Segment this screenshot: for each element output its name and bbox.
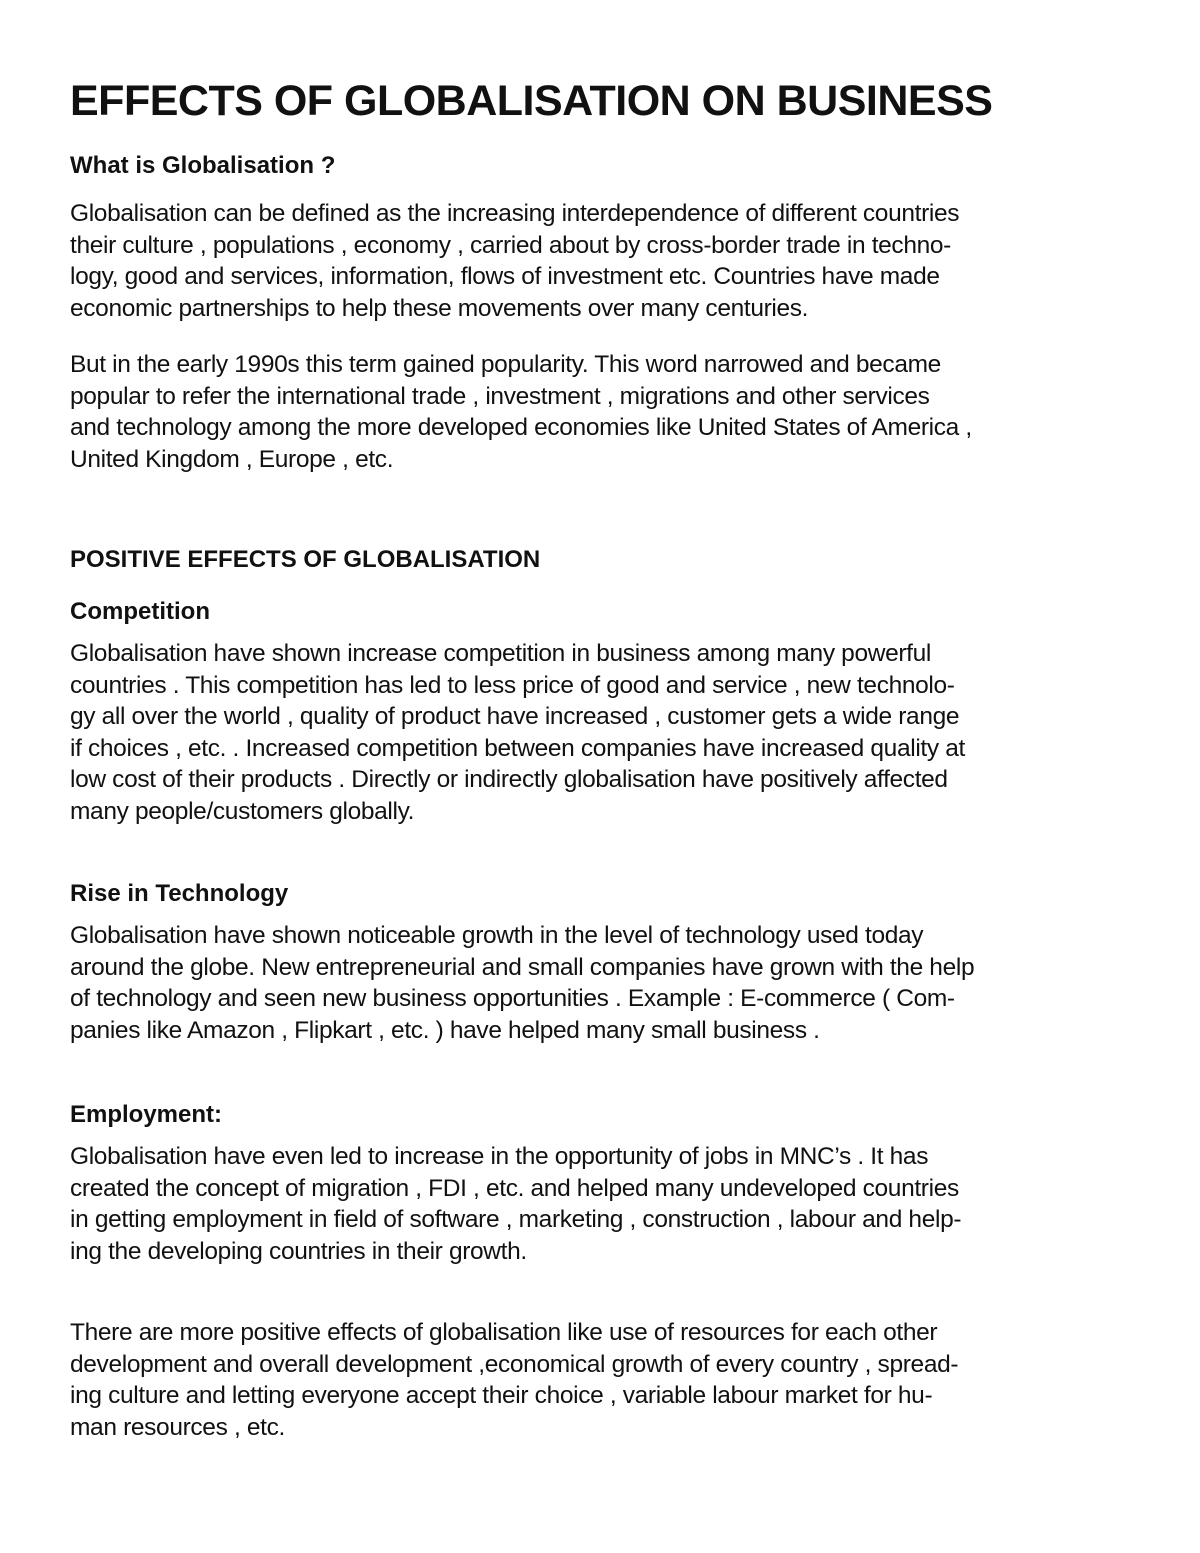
text-line: of technology and seen new business opportunities . Example : E-commerce ( Com-: [70, 985, 955, 1012]
intro-paragraph-1: [70, 198, 1132, 324]
text-line: ing culture and letting everyone accept their choice , variable labour market for hu-: [70, 1382, 933, 1409]
technology-paragraph: [70, 920, 1132, 1046]
text-line: ing the developing countries in their growth.: [70, 1237, 527, 1265]
text-line: There are more positive effects of globalisation like use of resources for each other: [70, 1319, 938, 1346]
competition-heading: Competition: [70, 598, 210, 625]
closing-paragraph: [70, 1317, 1132, 1443]
text-line: their culture , populations , economy , carried about by cross-border trade in techno-: [70, 231, 951, 259]
text-line: many people/customers globally.: [70, 797, 415, 825]
text-line: panies like Amazon , Flipkart , etc. ) have helped many small business .: [70, 1016, 820, 1044]
text-line: United Kingdom , Europe , etc.: [70, 445, 394, 473]
employment-paragraph: [70, 1141, 1132, 1267]
positive-effects-heading: POSITIVE EFFECTS OF GLOBALISATION: [70, 546, 541, 573]
text-line: Globalisation have shown noticeable growth in the level of technology used today: [70, 922, 924, 949]
text-line: But in the early 1990s this term gained popularity. This word narrowed and became: [70, 351, 941, 378]
text-line: around the globe. New entrepreneurial and small companies have grown with the help: [70, 953, 975, 981]
text-line: and technology among the more developed economies like United States of America ,: [70, 414, 972, 441]
text-line: Globalisation can be defined as the increasing interdependence of different countries: [70, 200, 960, 227]
text-line: gy all over the world , quality of product have increased , customer gets a wide range: [70, 703, 960, 730]
text-line: man resources , etc.: [70, 1413, 285, 1441]
text-line: if choices , etc. . Increased competition between companies have increased quality at: [70, 734, 965, 762]
text-line: development and overall development ,economical growth of every country , spread-: [70, 1350, 959, 1378]
text-line: logy, good and services, information, flows of investment etc. Countries have made: [70, 263, 940, 290]
text-line: created the concept of migration , FDI , etc. and helped many undeveloped countries: [70, 1174, 959, 1202]
technology-heading: Rise in Technology: [70, 880, 289, 907]
text-line: popular to refer the international trade , investment , migrations and other services: [70, 382, 930, 410]
text-line: countries . This competition has led to less price of good and service , new technolo-: [70, 671, 955, 699]
intro-heading: What is Globalisation ?: [70, 152, 336, 179]
employment-heading: Employment:: [70, 1101, 223, 1128]
intro-paragraph-2: [70, 349, 1132, 475]
text-line: economic partnerships to help these movements over many centuries.: [70, 294, 809, 322]
text-line: Globalisation have even led to increase in the opportunity of jobs in MNC’s . It has: [70, 1143, 929, 1170]
text-line: Globalisation have shown increase competition in business among many powerful: [70, 640, 931, 667]
document-title: EFFECTS OF GLOBALISATION ON BUSINESS: [70, 77, 993, 125]
text-line: low cost of their products . Directly or indirectly globalisation have positively affected: [70, 766, 948, 793]
text-line: in getting employment in field of software , marketing , construction , labour and help-: [70, 1206, 962, 1233]
competition-paragraph: [70, 638, 1132, 827]
